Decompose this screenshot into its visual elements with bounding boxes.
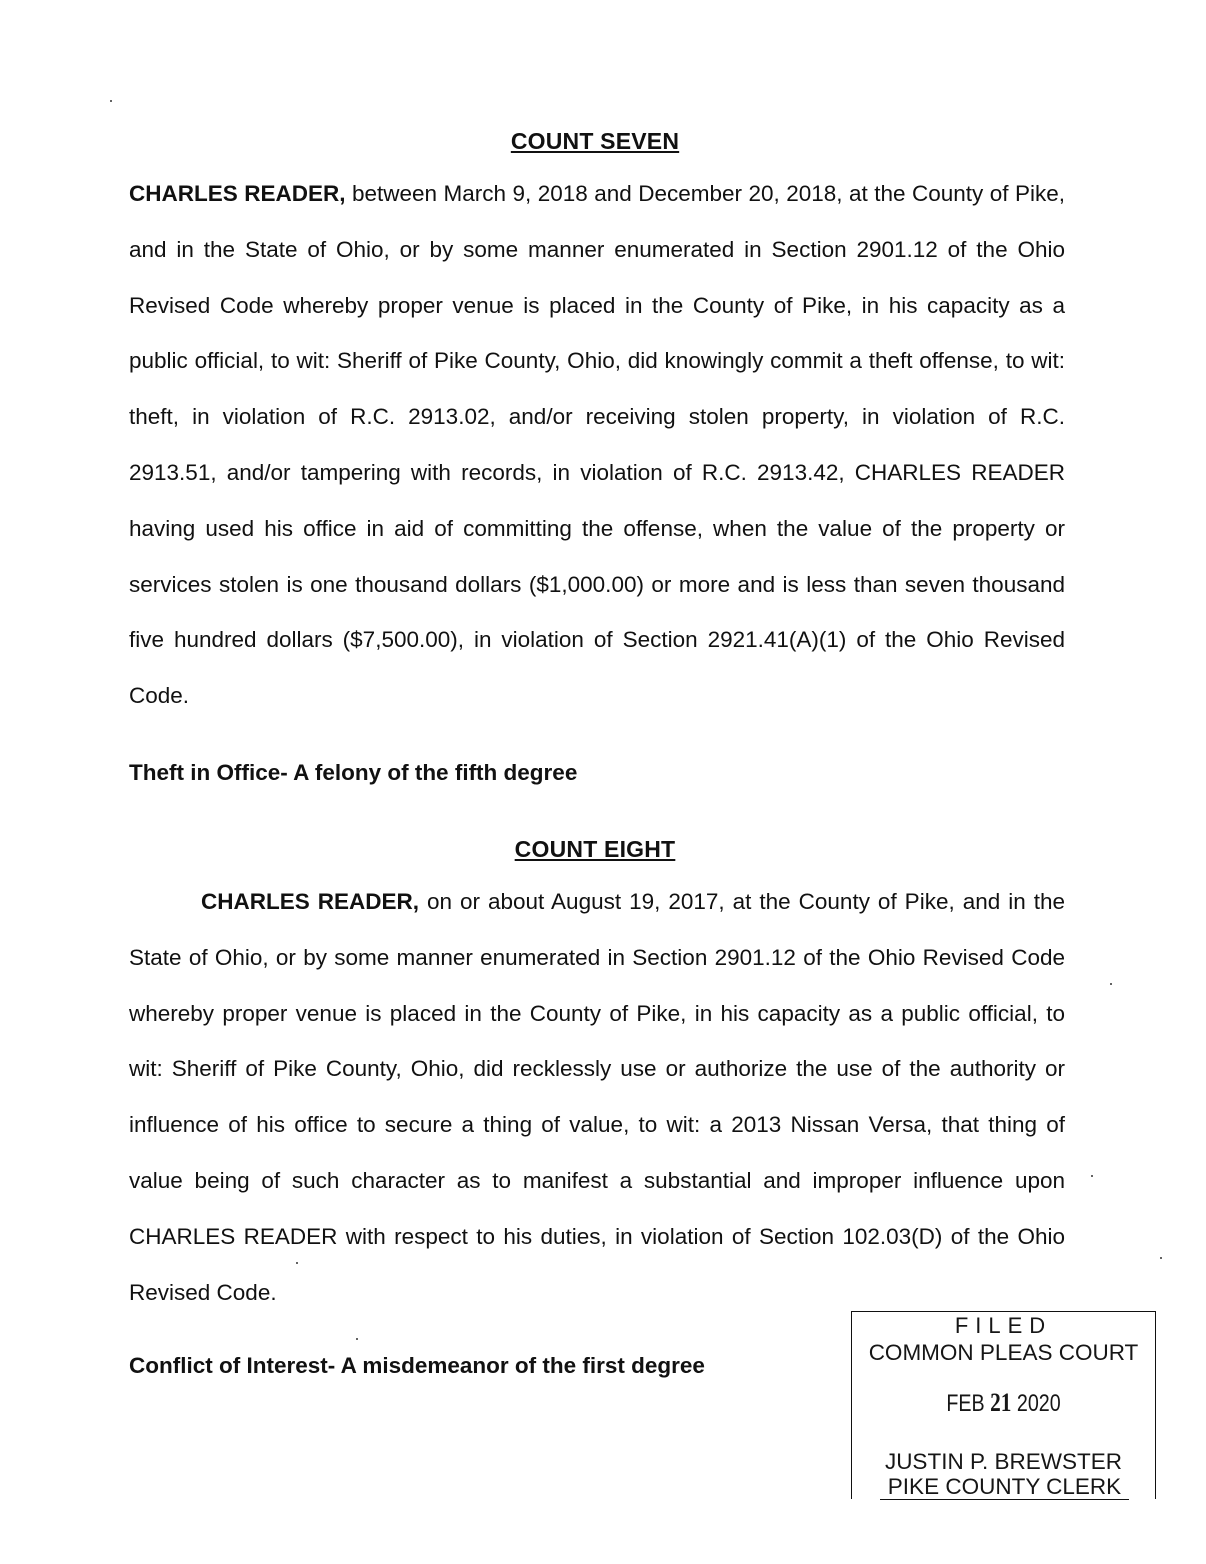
count-eight-body: on or about August 19, 2017, at the County of Pike, and in the State of Ohio, or by some manner enumerated in Section 2901.12 of the Ohio Revised Code whereby proper venue is placed in the County of Pike, in his capacity as a public official, to wit: Sheriff of Pike County, Ohio, did recklessly use or authorize the use of the authority or influence of his office to secure a thing of value, to wit: a 2013 Nissan Versa, that thing of value being of such character as to manifest a substantial and improper influence upon CHARLES READER with respect to his duties, in violation of Section 102.03(D) of the Ohio Revised Code. bbox=[129, 889, 1065, 1305]
stamp-court-name: COMMON PLEAS COURT bbox=[868, 1340, 1139, 1365]
stamp-date-year: 2020 bbox=[1016, 1390, 1061, 1417]
stamp-clerk-title: PIKE COUNTY CLERK bbox=[880, 1475, 1129, 1500]
stamp-clerk-name: JUSTIN P. BREWSTER bbox=[884, 1449, 1123, 1474]
scan-speck bbox=[296, 1262, 298, 1264]
stamp-date-day: 21 bbox=[990, 1388, 1012, 1417]
count-seven-offense: Theft in Office- A felony of the fifth degree bbox=[129, 760, 578, 785]
scan-speck bbox=[110, 100, 112, 102]
filed-stamp bbox=[851, 1311, 1156, 1499]
scan-speck bbox=[356, 1338, 358, 1340]
scan-speck bbox=[1160, 1257, 1162, 1259]
stamp-date bbox=[879, 1388, 1127, 1419]
scan-speck bbox=[1110, 983, 1112, 985]
count-seven-paragraph bbox=[129, 166, 1065, 724]
stamp-filed-label: FILED bbox=[954, 1313, 1053, 1338]
count-seven-heading: COUNT SEVEN bbox=[510, 128, 680, 154]
scan-speck bbox=[1091, 1175, 1093, 1177]
stamp-date-month: FEB bbox=[946, 1390, 985, 1417]
count-eight-defendant: CHARLES READER, bbox=[201, 889, 420, 914]
count-eight-paragraph bbox=[129, 874, 1065, 1320]
count-seven-body: between March 9, 2018 and December 20, 2018, at the County of Pike, and in the State of Ohio, or by some manner enumerated in Section 2901.12 of the Ohio Revised Code whereby proper venue is placed in the County of Pike, in his capacity as a public official, to wit: Sheriff of Pike County, Ohio, did knowingly commit a theft offense, to wit: theft, in violation of R.C. 2913.02, and/or receiving stolen property, in violation of R.C. 2913.51, and/or tampering with records, in violation of R.C. 2913.42, CHARLES READER having used his office in aid of committing the offense, when the value of the property or services stolen is one thousand dollars ($1,000.00) or more and is less than seven thousand five hundred dollars ($7,500.00), in violation of Section 2921.41(A)(1) of the Ohio Revised Code. bbox=[129, 181, 1065, 709]
count-eight-offense: Conflict of Interest- A misdemeanor of the first degree bbox=[129, 1353, 705, 1378]
count-eight-heading: COUNT EIGHT bbox=[514, 836, 676, 862]
count-seven-defendant: CHARLES READER, bbox=[129, 181, 346, 206]
